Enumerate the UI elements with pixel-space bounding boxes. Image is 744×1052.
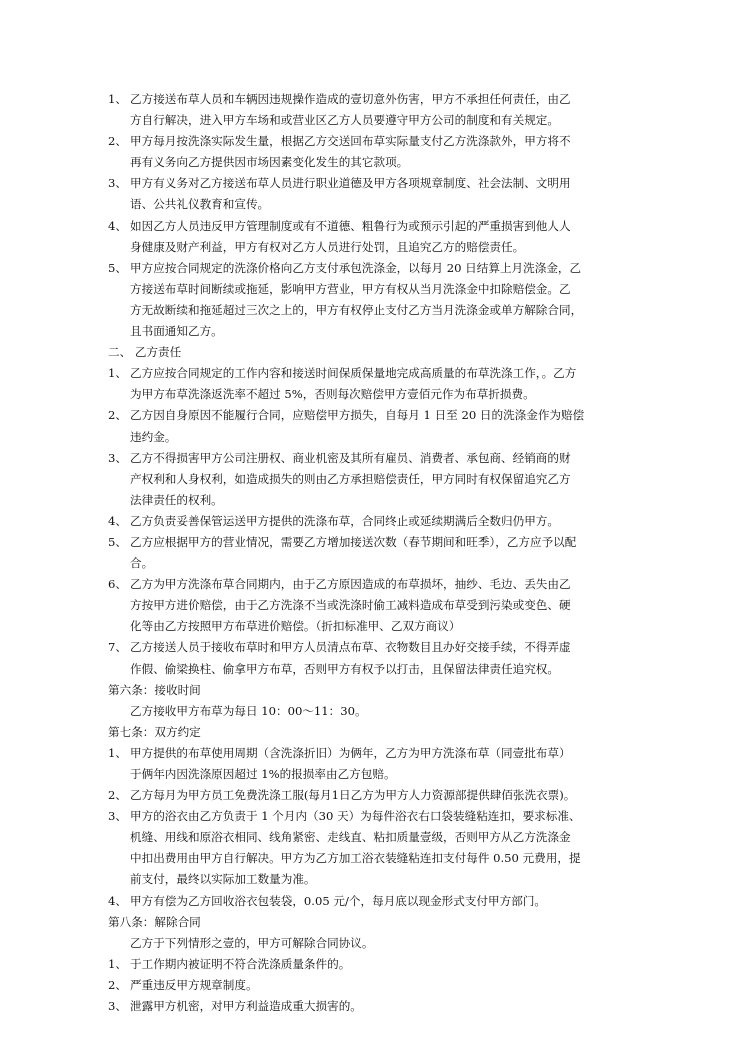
list-item	[108, 448, 658, 511]
list-item	[108, 891, 658, 912]
text-line: 甲方提供的布草使用周期（含洗涤折旧）为俩年，乙方为甲方洗涤布草（同壹批布草）	[130, 745, 571, 760]
text-line: 方接送布草时间断续或拖延，影响甲方营业，甲方有权从当月洗涤金中扣除赔偿金。乙	[130, 281, 571, 296]
text-line: 为甲方布草洗涤返洗率不超过 5%，否则每次赔偿甲方壹佰元作为布草折损费。	[130, 387, 535, 402]
item-number: 1、	[108, 92, 127, 106]
item-number: 7、	[108, 640, 127, 655]
item-text	[130, 363, 658, 405]
item-text	[130, 532, 658, 574]
list-item	[108, 954, 658, 975]
item-text	[130, 173, 658, 215]
list-item	[108, 806, 658, 890]
item-number: 5、	[108, 534, 127, 549]
item-number: 1、	[108, 956, 127, 971]
item-text	[130, 405, 658, 447]
list-item	[108, 363, 658, 405]
item-number: 3、	[108, 176, 127, 191]
text-line: 甲方应按合同规定的洗涤价格向乙方支付承包洗涤金，以每月 20 日结算上月洗涤金，乙	[130, 260, 582, 275]
article-8-list	[108, 954, 658, 1017]
text-line: 化等由乙方按照甲方布草进价赔偿。（折扣标准甲、乙双方商议）	[130, 619, 461, 634]
item-text	[130, 975, 658, 996]
list-item	[108, 216, 658, 258]
item-number: 3、	[108, 809, 127, 824]
text-line: 甲方有义务对乙方接送布草人员进行职业道德及甲方各项规章制度、社会法制、文明用	[130, 176, 571, 191]
text-line: 方按甲方进价赔偿，由于乙方洗涤不当或洗涤时偷工减料造成布草受到污染或变色、硬	[130, 598, 571, 613]
article-7-heading: 第七条：双方约定	[108, 724, 201, 739]
text-line: 乙方应根据甲方的营业情况，需要乙方增加接送次数（春节期间和旺季），乙方应予以配	[130, 534, 577, 549]
item-text	[130, 785, 658, 806]
text-line: 且书面通知乙方。	[130, 324, 223, 339]
section-b-heading: 二、 乙方责任	[108, 345, 182, 360]
text-line: 严重违反甲方规章制度。	[130, 977, 258, 992]
section-b-list	[108, 363, 658, 679]
text-line: 合。	[130, 556, 154, 571]
text-line: 乙方因自身原因不能履行合同，应赔偿甲方损失，自每月 1 日至 20 日的洗涤金作为赔偿	[130, 408, 585, 423]
list-item	[108, 89, 658, 131]
item-number: 1、	[108, 745, 127, 760]
list-item	[108, 743, 658, 785]
text-line: 作假、偷梁换柱、偷拿甲方布草，否则甲方有权予以打击，且保留法律责任追究权。	[130, 661, 559, 676]
text-line: 乙方负责妥善保管运送甲方提供的洗涤布草，合同终止或延续期满后全数归仍甲方。	[130, 513, 559, 528]
item-number: 2、	[108, 788, 127, 803]
item-text	[130, 891, 658, 912]
list-item	[108, 574, 658, 637]
list-item	[108, 996, 658, 1017]
list-item	[108, 637, 658, 679]
article-6-text: 乙方接收甲方布草为每日 10：00～11：30。	[130, 703, 367, 718]
item-text	[130, 954, 658, 975]
item-number: 2、	[108, 977, 127, 992]
article-8-intro: 乙方于下列情形之壹的，甲方可解除合同协议。	[130, 935, 374, 950]
item-text	[130, 258, 658, 342]
list-item	[108, 975, 658, 996]
item-number: 6、	[108, 577, 127, 592]
text-line: 违约金。	[130, 429, 177, 444]
text-line: 身健康及财产利益，甲方有权对乙方人员进行处罚，且追究乙方的赔偿责任。	[130, 239, 525, 254]
text-line: 甲方有偿为乙方回收浴衣包装袋，0.05 元/个，每月底以现金形式支付甲方部门。	[130, 893, 547, 908]
list-item	[108, 532, 658, 574]
item-text	[130, 89, 658, 131]
list-item	[108, 511, 658, 532]
article-7-list	[108, 743, 658, 912]
text-line: 于工作期内被证明不符合洗涤质量条件的。	[130, 956, 351, 971]
item-number: 4、	[108, 893, 127, 908]
item-number: 2、	[108, 134, 127, 149]
list-item	[108, 785, 658, 806]
list-item	[108, 258, 658, 342]
text-line: 乙方每月为甲方员工免费洗涤工服(每月1日乙方为甲方人力资源部提供肆佰张洗衣票)。	[130, 788, 576, 803]
text-line: 中扣出费用由甲方自行解决。甲方为乙方加工浴衣装缝粘连扣支付每件 0.50 元费用，提	[130, 851, 581, 866]
section-a-list	[108, 89, 658, 342]
text-line: 乙方不得损害甲方公司注册权、商业机密及其所有雇员、消费者、承包商、经销商的财	[130, 450, 571, 465]
item-text	[130, 448, 658, 511]
article-6-heading: 第六条：接收时间	[108, 682, 201, 697]
item-number: 4、	[108, 513, 127, 528]
item-number: 1、	[108, 366, 127, 381]
item-number: 4、	[108, 218, 127, 233]
item-number: 2、	[108, 408, 127, 423]
text-line: 乙方接送布草人员和车辆因违规操作造成的壹切意外伤害，甲方不承担任何责任，由乙	[130, 92, 571, 106]
text-line: 方自行解决，进入甲方车场和或营业区乙方人员要遵守甲方公司的制度和有关规定。	[130, 113, 559, 128]
text-line: 法律责任的权利。	[130, 492, 223, 507]
text-line: 产权利和人身权利，如造成损失的则由乙方承担赔偿责任，甲方同时有权保留追究乙方	[130, 471, 571, 486]
item-number: 3、	[108, 450, 127, 465]
text-line: 语、公共礼仪教育和宣传。	[130, 197, 270, 212]
text-line: 乙方应按合同规定的工作内容和接送时间保质保量地完成高质量的布草洗涤工作，。乙方	[130, 366, 577, 381]
item-text	[130, 574, 658, 637]
item-text	[130, 743, 658, 785]
item-text	[130, 637, 658, 679]
article-8-heading: 第八条：解除合同	[108, 914, 201, 929]
text-line: 如因乙方人员违反甲方管理制度或有不道德、粗鲁行为或预示引起的严重损害到他人人	[130, 218, 571, 233]
text-line: 乙方为甲方洗涤布草合同期内，由于乙方原因造成的布草损坏，抽纱、毛边、丢失由乙	[130, 577, 571, 592]
list-item	[108, 173, 658, 215]
item-number: 5、	[108, 260, 127, 275]
text-line: 泄露甲方机密，对甲方利益造成重大损害的。	[130, 999, 362, 1014]
item-text	[130, 806, 658, 890]
text-line: 甲方每月按洗涤实际发生量，根据乙方交送回布草实际量支付乙方洗涤款外，甲方将不	[130, 134, 571, 149]
text-line: 前支付，最终以实际加工数量为准。	[130, 872, 316, 887]
item-text	[130, 996, 658, 1017]
text-line: 机缝、用线和原浴衣相同、线角紧密、走线直、粘扣质量壹级，否则甲方从乙方洗涤金	[130, 830, 571, 845]
item-text	[130, 511, 658, 532]
text-line: 乙方接送人员于接收布草时和甲方人员清点布草、衣物数目且办好交接手续，不得弄虚	[130, 640, 571, 655]
item-text	[130, 216, 658, 258]
text-line: 方无故断续和拖延超过三次之上的，甲方有权停止支付乙方当月洗涤金或单方解除合同，	[130, 302, 583, 317]
text-line: 再有义务向乙方提供因市场因素变化发生的其它款项。	[130, 155, 409, 170]
list-item	[108, 405, 658, 447]
list-item	[108, 131, 658, 173]
item-text	[130, 131, 658, 173]
text-line: 甲方的浴衣由乙方负责于 1 个月内（30 天）为每件浴衣右口袋装缝粘连扣，要求标准、	[130, 809, 581, 824]
text-line: 于俩年内因洗涤原因超过 1%的报损率由乙方包赔。	[130, 767, 396, 781]
item-number: 3、	[108, 999, 127, 1014]
